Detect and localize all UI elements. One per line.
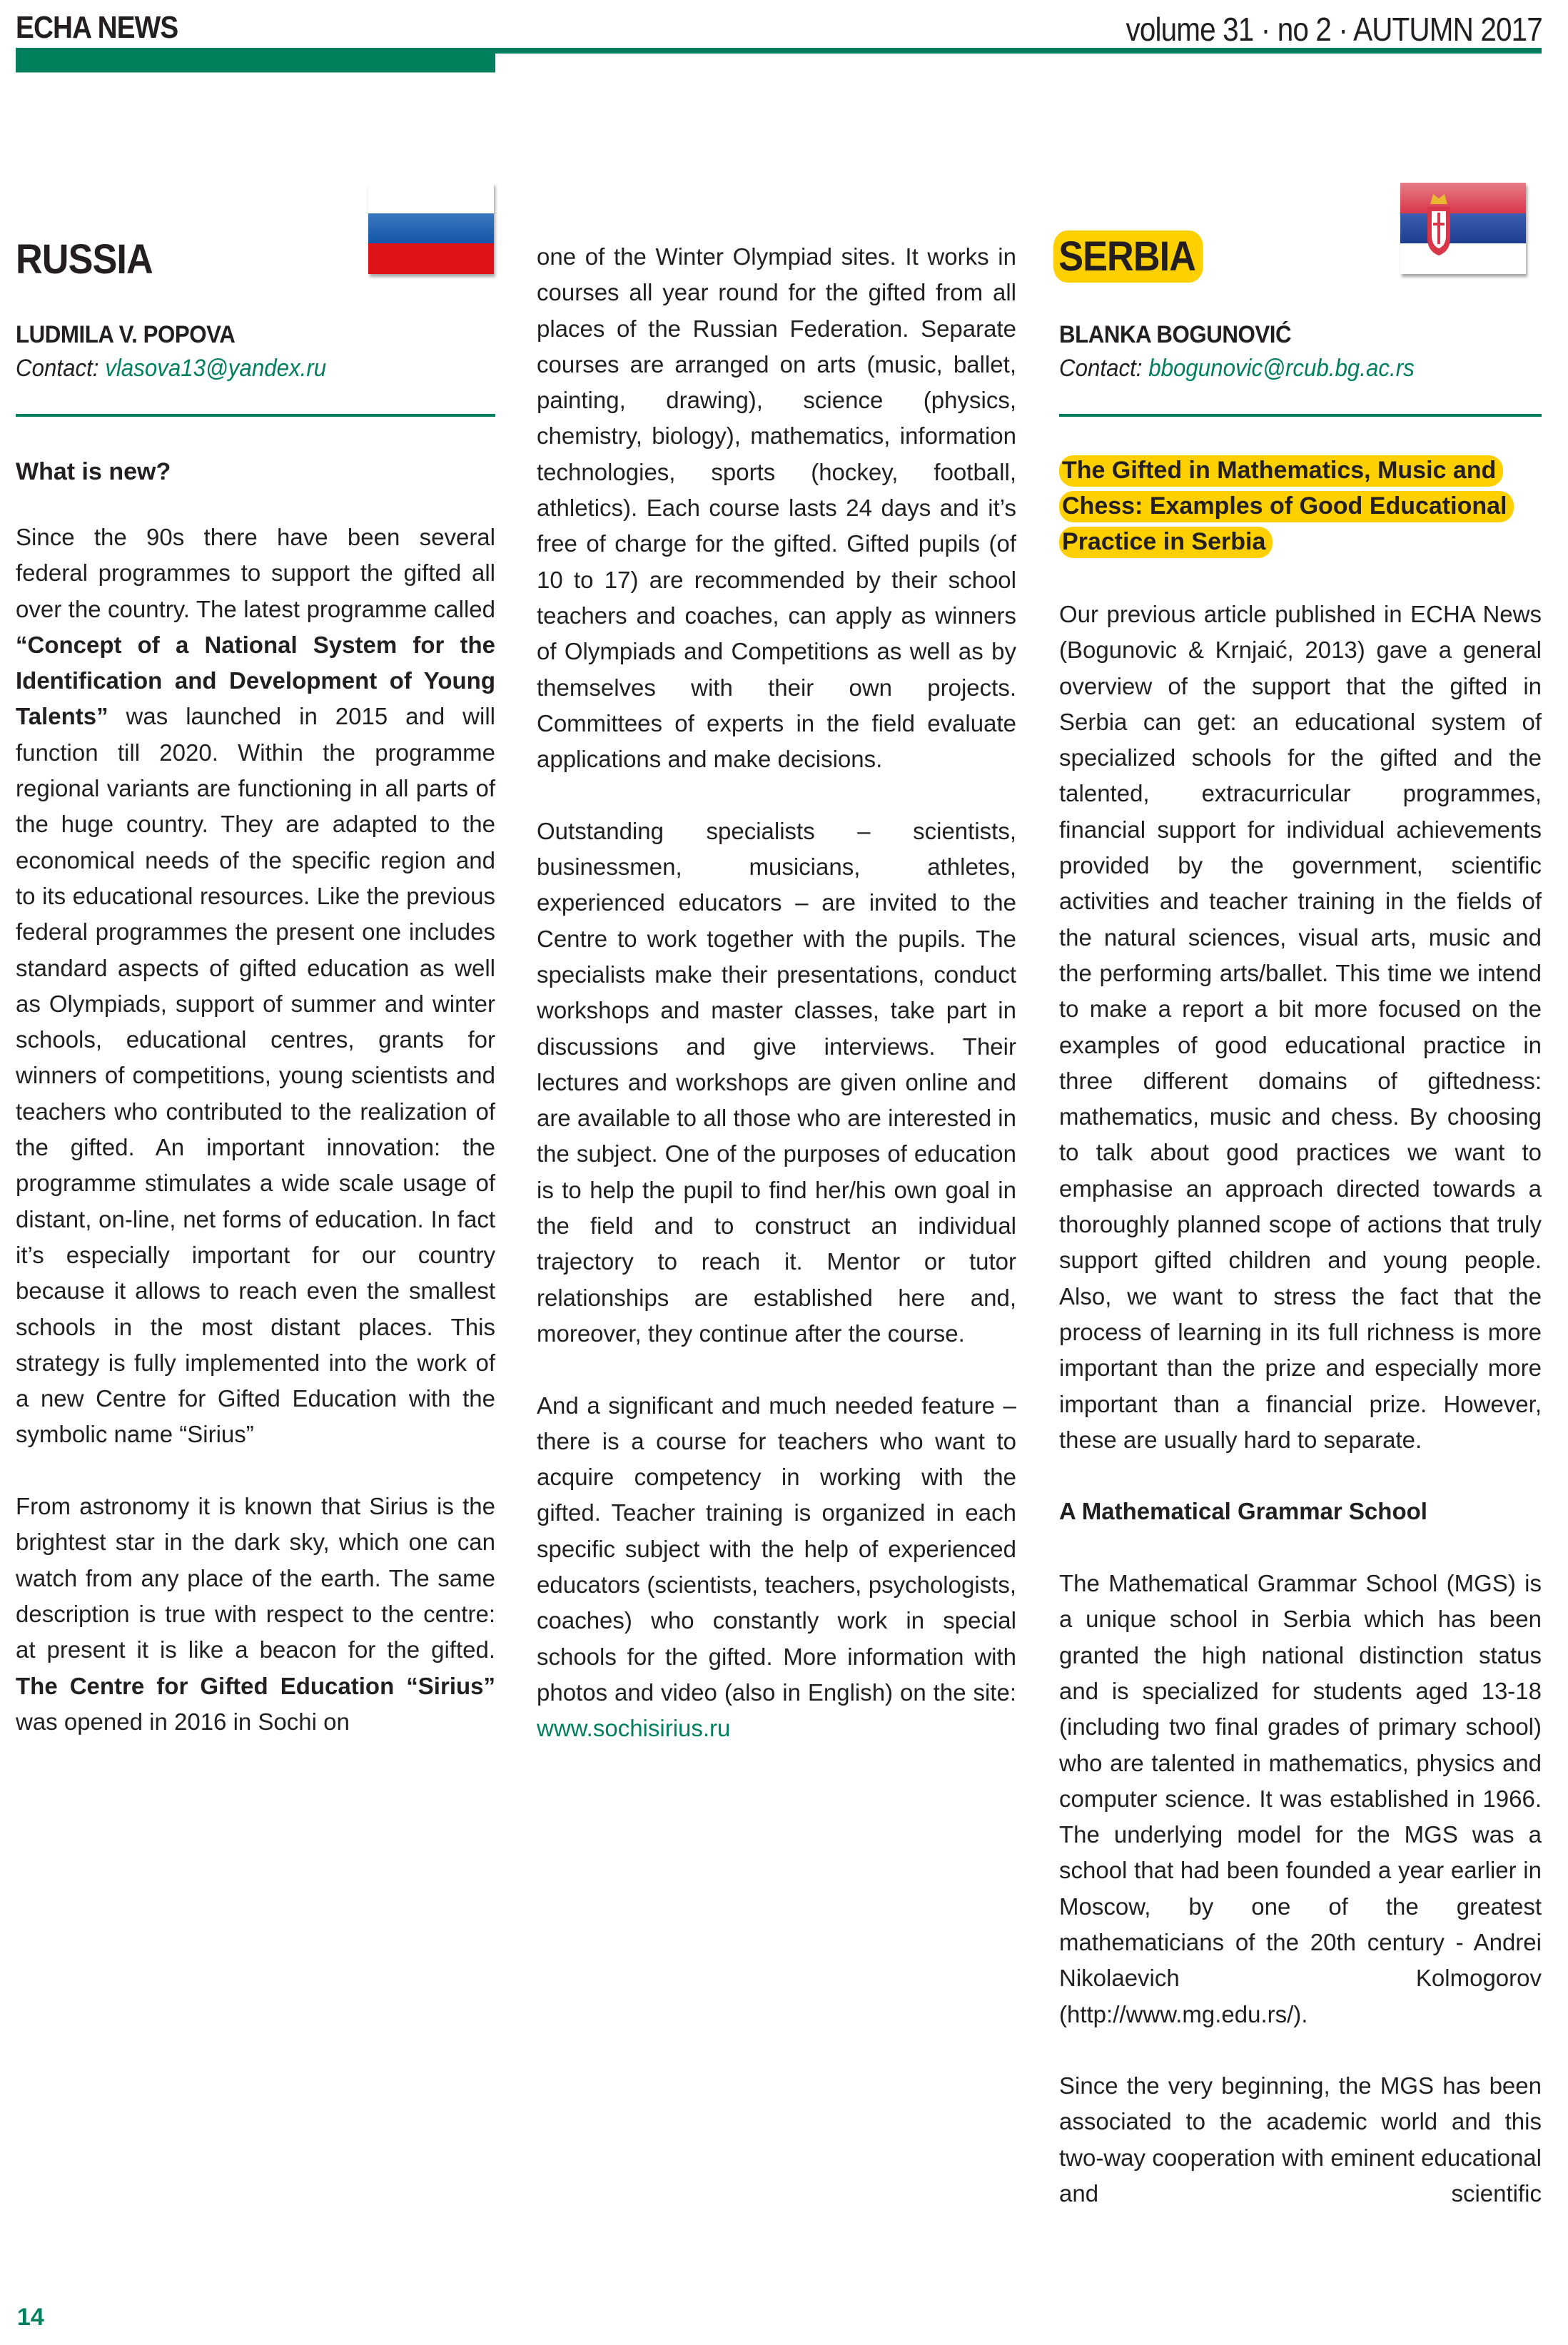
country-heading-serbia: SERBIA	[1053, 233, 1203, 280]
article-body-russia-part1	[16, 520, 495, 1740]
section-divider	[1059, 414, 1542, 417]
article-title: The Gifted in Mathematics, Music and Chess: Examples of Good Educational Practice in Serbia	[1059, 452, 1542, 559]
paragraph: Since the very beginning, the MGS has been associated to the academic world and this two-way cooperation with eminent educational and scientific	[1059, 2072, 1542, 2207]
issue-info: volume 31 · no 2 · AUTUMN 2017	[1126, 11, 1542, 48]
country-heading-russia: RUSSIA	[16, 236, 153, 283]
article-body-serbia	[1059, 597, 1542, 2212]
paragraph-continues: was opened in 2016 in Sochi on	[16, 1708, 350, 1735]
author-name: BLANKA BOGUNOVIĆ	[1059, 321, 1292, 348]
author-contact	[1059, 355, 1415, 383]
paragraph: And a significant and much needed feature – there is a course for teachers who want to acquire competency in working with the gifted. Teacher training is organized in each specific subject with the help of experienced educators (scientists, teachers, psychologists, coaches) who constantly work in special schools for the gifted. More information with photos and video (also in English) on the site: www.sochisirius.ru	[537, 1392, 1016, 1742]
article-body-russia-part2	[537, 239, 1016, 1746]
section-subheading: A Mathematical Grammar School	[1059, 1498, 1427, 1525]
contact-label: Contact:	[1059, 355, 1149, 382]
paragraph: The Mathematical Grammar School (MGS) is a unique school in Serbia which has been granted the high national distinction status and is specialized for students aged 13-18 (including two final grades of primary school) who are talented in mathematics, physics and computer science. It was established in 1966. The underlying model for the MGS was a school that had been founded a year earlier in Moscow, by one of the greatest mathematicians of the 20th century - Andrei Nikolaevich Kolmogorov (http://www.mg.edu.rs/).	[1059, 1570, 1542, 2027]
contact-label: Contact:	[16, 355, 106, 382]
website-link[interactable]: www.sochisirius.ru	[537, 1715, 731, 1742]
section-subheading: What is new?	[16, 458, 171, 485]
paragraph: Since the 90s there have been several federal programmes to support the gifted all over the country. The latest programme called “Concept of a National System for the Identification and Development of Young Talents” was launched in 2015 and will function till 2020. Within the programme regional variants are functioning in all parts of the huge country. They are adapted to the economical needs of the specific region and to its educational resources. Like the previous federal programmes the present one includes standard aspects of gifted education as well as Olympiads, support of summer and winter schools, educational centres, grants for winners of competitions, young scientists and teachers who contributed to the realization of the gifted. An important innovation: the programme stimulates a wide scale usage of distant, on-line, net forms of education. In fact it’s especially important for our country because it allows to reach even the smallest schools in the most distant places. This strategy is fully implemented into the work of a new Centre for Gifted Education with the symbolic name “Sirius”	[16, 524, 495, 1448]
page-number: 14	[17, 2304, 44, 2331]
serbian-coat-of-arms-icon	[1425, 188, 1453, 257]
paragraph: Outstanding specialists – scientists, businessmen, musicians, athletes, experienced educators – are invited to the Centre to work together with the pupils. The specialists make their presentations, conduct workshops and master classes, take part in discussions and give interviews. Their lectures and workshops are given online and are available to all those who are interested in the subject. One of the purposes of education is to help the pupil to find her/his own goal in the field and to construct an individual trajectory to reach it. Mentor or tutor relationships are established here and, moreover, they continue after the course.	[537, 817, 1016, 1347]
author-name: LUDMILA V. POPOVA	[16, 321, 236, 348]
contact-email-link[interactable]: vlasova13@yandex.ru	[105, 355, 327, 382]
header-accent-bar	[16, 48, 495, 73]
contact-email-link[interactable]: bbogunovic@rcub.bg.ac.rs	[1148, 355, 1415, 382]
section-divider	[16, 414, 495, 417]
paragraph: Our previous article published in ECHA News (Bogunovic & Krnjaić, 2013) gave a general overview of the support that the gifted in Serbia can get: an educational system of specialized schools for the gifted and the talented, extracurricular programmes, financial support for individual achievements provided by the government, scientific activities and teacher training in the fields of the natural sciences, visual arts, music and the performing arts/ballet. This time we intend to make a report a bit more focused on the examples of good educational practice in three different domains of giftedness: mathematics, music and chess. By choosing to talk about good practices we want to emphasise an approach directed towards a thoroughly planned scope of actions that truly support gifted children and young people. Also, we want to stress the fact that the process of learning in its full richness is more important than the prize and especially more important than a financial prize. However, these are usually hard to separate.	[1059, 601, 1542, 1453]
russia-flag-icon	[368, 183, 494, 274]
serbia-flag-icon	[1400, 183, 1526, 274]
masthead-title: ECHA NEWS	[16, 10, 178, 45]
paragraph: From astronomy it is known that Sirius is the brightest star in the dark sky, which one can watch from any place of the earth. The same description is true with respect to the centre: at present it is like a beacon for the gifted. The Centre for Gifted Education “Sirius” was opened in 2016 in Sochi on	[16, 1493, 495, 1735]
author-contact	[16, 355, 326, 383]
paragraph: one of the Winter Olympiad sites. It works in courses all year round for the gifted from all places of the Russian Federation. Separate courses are arranged on arts (music, ballet, painting, drawing), science (physics, chemistry, biology), mathematics, information technologies, sports (hockey, football, athletics). Each course lasts 24 days and it’s free of charge for the gifted. Gifted pupils (of 10 to 17) are recommended by their school teachers and coaches, can apply as winners of Olympiads and Competitions as well as by themselves with their own projects. Committees of experts in the field evaluate applications and make decisions.	[537, 243, 1016, 773]
